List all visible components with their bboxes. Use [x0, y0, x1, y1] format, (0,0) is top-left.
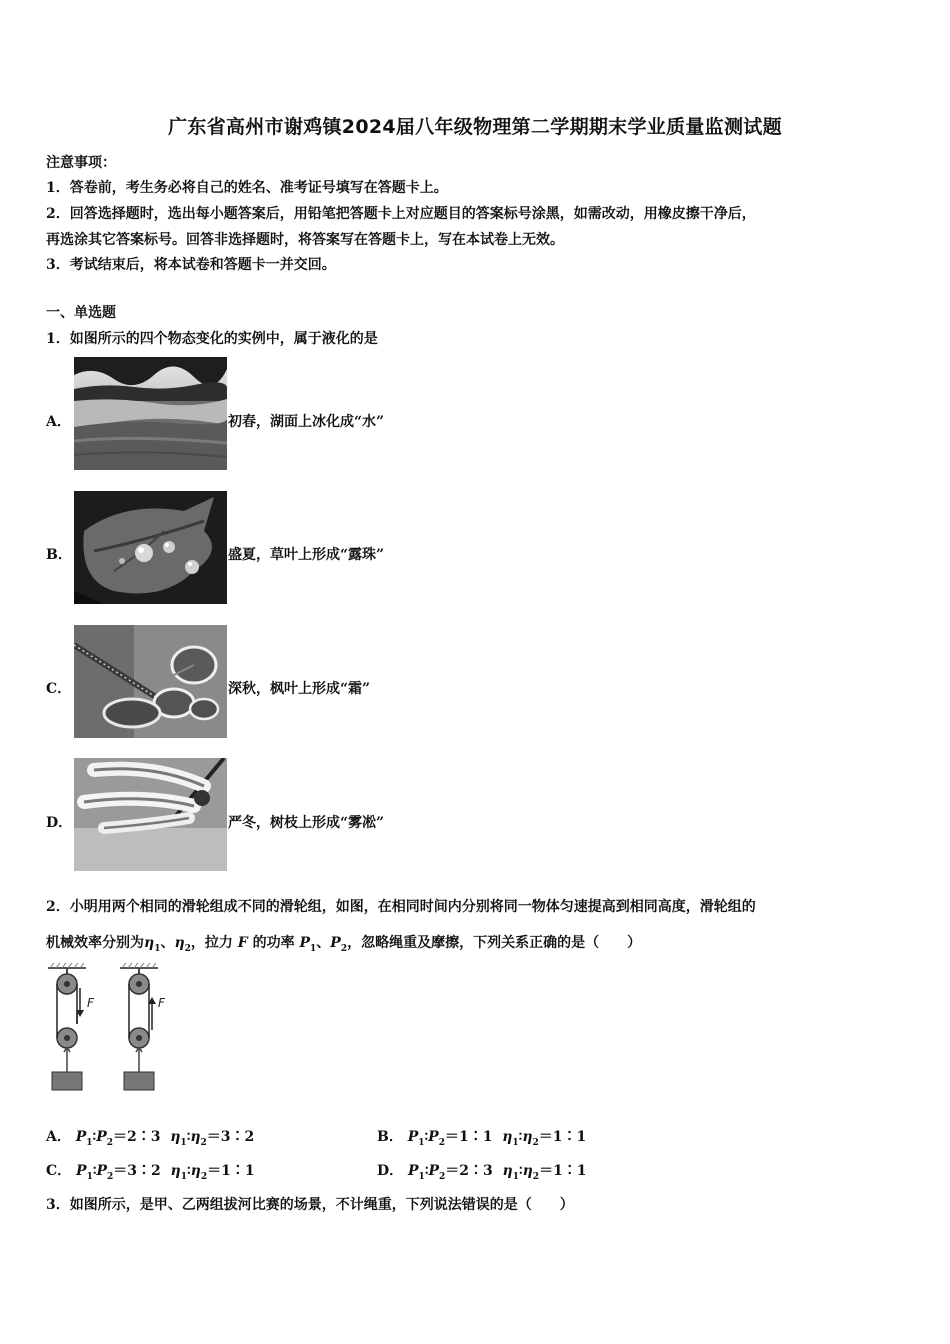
- notice-item-2-cont: 再选涂其它答案标号。回答非选择题时，将答案写在答题卡上，写在本试卷上无效。: [46, 232, 564, 248]
- notice-item-1: 1．答卷前，考生务必将自己的姓名、准考证号填写在答题卡上。: [46, 180, 448, 196]
- q1-option-b-text: 盛夏，草叶上形成“露珠”: [228, 547, 385, 563]
- q2-stem-line1: 2．小明用两个相同的滑轮组成不同的滑轮组，如图，在相同时间内分别将同一物体匀速提高到相同高度，滑轮组的: [46, 899, 756, 915]
- lake-thaw-photo: [74, 357, 227, 470]
- q1-option-d-letter: D．: [46, 815, 73, 831]
- q1-option-a-text: 初春，湖面上冰化成“水”: [228, 414, 385, 430]
- q2-option-b: B． $P_1∶P_2=1∶1$ $\eta_1∶\eta_2=1∶1$: [377, 1129, 587, 1148]
- eta-symbol: η: [174, 935, 185, 951]
- q1-option-c-letter: C．: [46, 681, 72, 697]
- q2-option-d: D． $P_1∶P_2=2∶3$ $\eta_1∶\eta_2=1∶1$: [377, 1163, 587, 1182]
- dew-leaf-photo: [74, 491, 227, 604]
- force-label-left: F: [87, 996, 94, 1010]
- notice-item-3: 3．考试结束后，将本试卷和答题卡一并交回。: [46, 257, 336, 273]
- q2-stem-line2: 机械效率分别为$\eta_1$、$\eta_2$，拉力 F 的功率 $P_1$、$P_2$，忽略绳重及摩擦，下列关系正确的是（ ）: [46, 935, 642, 954]
- q1-stem: 1．如图所示的四个物态变化的实例中，属于液化的是: [46, 331, 378, 347]
- q1-option-d-text: 严冬，树枝上形成“雾凇”: [228, 815, 385, 831]
- eta-symbol: η: [144, 935, 155, 951]
- q2-option-a: A． $P_1∶P_2=2∶3$ $\eta_1∶\eta_2=3∶2$: [46, 1129, 255, 1148]
- notice-heading: 注意事项：: [46, 155, 116, 171]
- q3-stem: 3．如图所示，是甲、乙两组拔河比赛的场景，不计绳重，下列说法错误的是（ ）: [46, 1197, 574, 1213]
- force-label-right: F: [158, 996, 165, 1010]
- q1-option-c-text: 深秋，枫叶上形成“霜”: [228, 681, 371, 697]
- pulley-system-left: [48, 963, 95, 1090]
- q1-option-a-letter: A．: [46, 414, 71, 430]
- section-heading: 一、单选题: [46, 305, 116, 321]
- pulley-system-right: [120, 963, 166, 1090]
- notice-item-2: 2．回答选择题时，选出每小题答案后，用铅笔把答题卡上对应题目的答案标号涂黑，如需改动，用橡皮擦干净后，: [46, 206, 756, 222]
- rime-branch-photo: [74, 758, 227, 871]
- frost-leaf-photo: [74, 625, 227, 738]
- page-title: 广东省高州市谢鸡镇2024届八年级物理第二学期期末学业质量监测试题: [168, 116, 782, 138]
- pulley-system-diagram: [40, 962, 180, 1094]
- q1-option-b-letter: B．: [46, 547, 72, 563]
- q2-option-c: C． $P_1∶P_2=3∶2$ $\eta_1∶\eta_2=1∶1$: [46, 1163, 255, 1182]
